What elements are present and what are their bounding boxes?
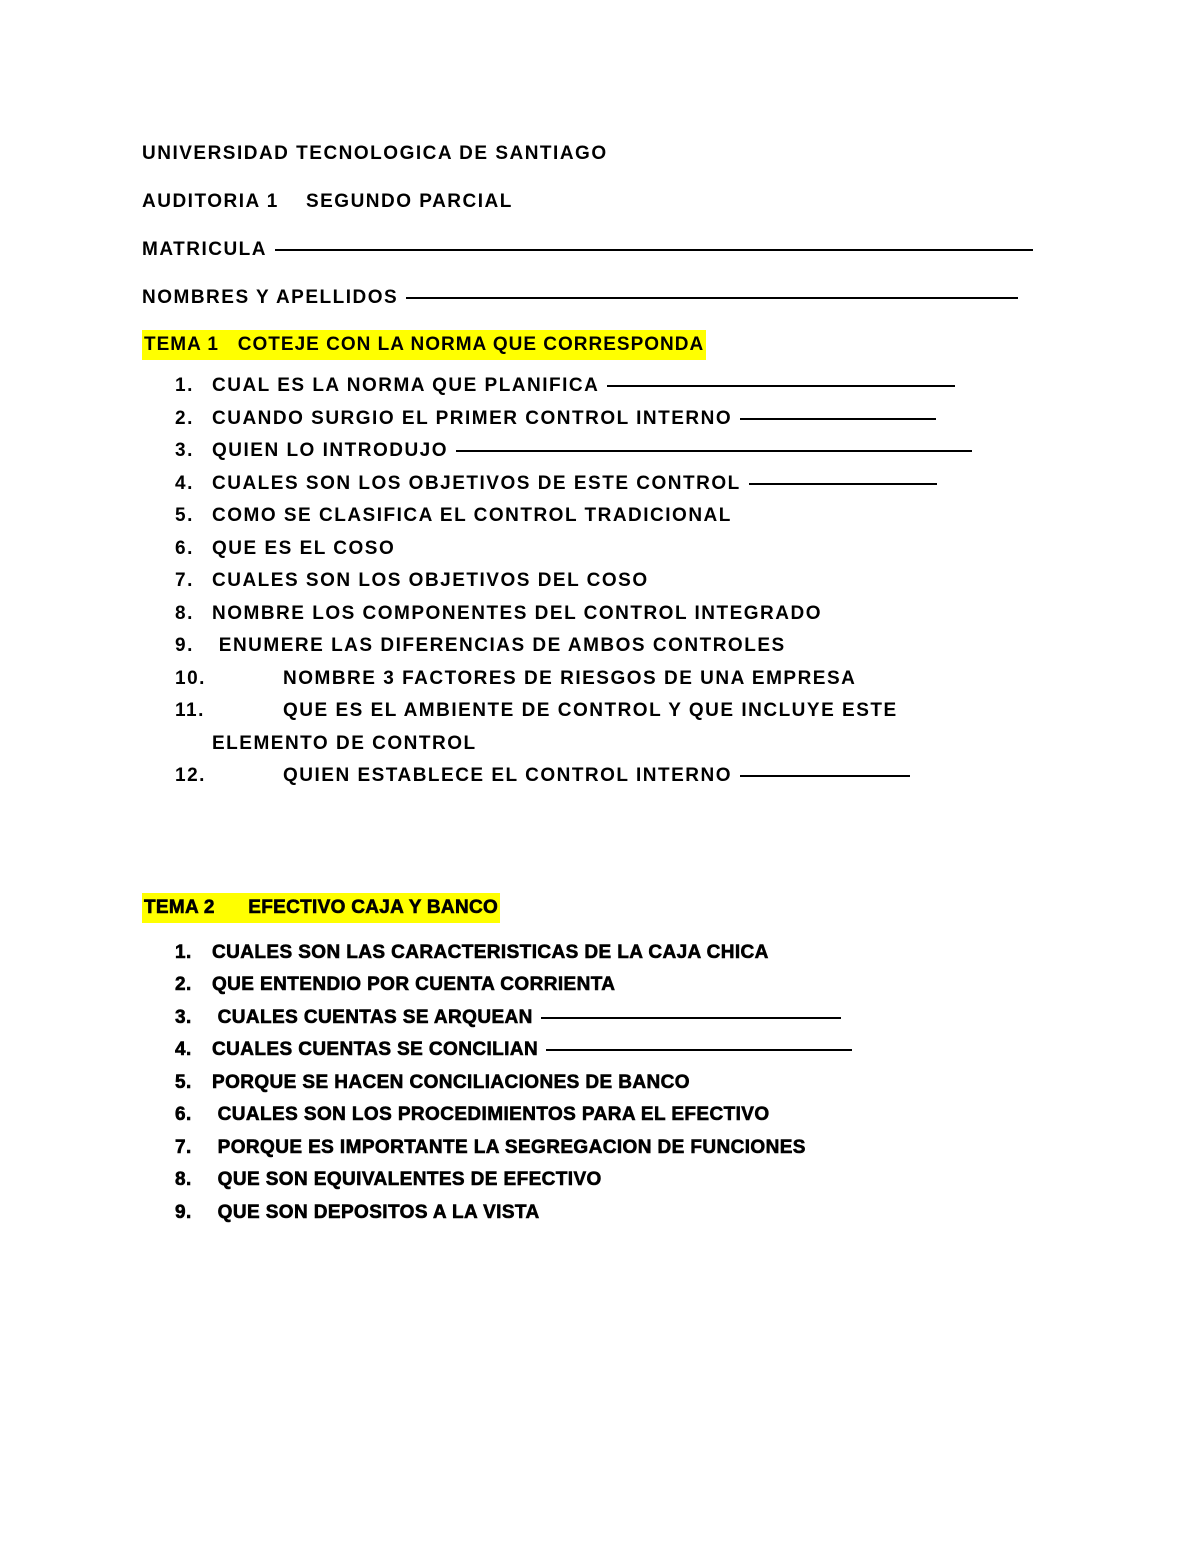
matricula-blank [275,249,1033,251]
course-label: AUDITORIA 1 SEGUNDO PARCIAL [142,191,513,212]
item-text: NOMBRE LOS COMPONENTES DEL CONTROL INTEGRADO [212,602,822,624]
list-item [142,565,1062,598]
item-text: QUE SON DEPOSITOS A LA VISTA [212,1201,540,1223]
list-item [142,403,1062,436]
tema1-question-list [142,370,1062,793]
item-number: 3. [175,1006,192,1028]
item-number: 12. [175,765,206,786]
item-number: 11. [175,700,205,721]
list-item [142,1164,1062,1197]
item-text: NOMBRE 3 FACTORES DE RIESGOS DE UNA EMPRESA [283,667,857,689]
item-text-continuation: ELEMENTO DE CONTROL [212,732,477,754]
item-number: 7. [175,1136,192,1158]
item-text: CUANDO SURGIO EL PRIMER CONTROL INTERNO [212,407,733,429]
list-item [142,695,1062,760]
item-number: 4. [175,1039,192,1060]
list-item [142,1002,1062,1035]
list-item [142,663,1062,696]
tema1-section [142,330,1062,793]
answer-blank [541,1017,841,1019]
item-number: 1. [175,941,192,963]
item-text: QUE ENTENDIO POR CUENTA CORRIENTA [212,974,616,995]
list-item [142,500,1062,533]
item-number: 8. [175,602,194,624]
matricula-line [142,236,1062,264]
list-item [142,1067,1062,1100]
nombres-label: NOMBRES Y APELLIDOS [142,287,399,308]
item-number: 7. [175,570,194,591]
list-item [142,533,1062,566]
tema2-question-list [142,937,1062,1230]
item-text: ENUMERE LAS DIFERENCIAS DE AMBOS CONTROLES [212,635,786,656]
item-number: 3. [175,440,194,461]
item-text: QUIEN ESTABLECE EL CONTROL INTERNO [283,765,732,786]
item-text: QUE SON EQUIVALENTES DE EFECTIVO [212,1169,602,1190]
item-text: COMO SE CLASIFICA EL CONTROL TRADICIONAL [212,505,732,526]
list-item [142,370,1062,403]
course-title [142,188,1062,216]
list-item [142,1099,1062,1132]
item-text: CUALES CUENTAS SE ARQUEAN [212,1006,533,1028]
item-number: 6. [175,1104,192,1125]
item-text: QUIEN LO INTRODUJO [212,440,449,461]
answer-blank [740,418,936,420]
answer-blank [546,1049,852,1051]
list-item [142,435,1062,468]
item-number: 2. [175,974,192,995]
item-number: 4. [175,472,194,494]
list-item [142,1197,1062,1230]
item-text: CUALES SON LOS OBJETIVOS DEL COSO [212,570,649,591]
list-item [142,598,1062,631]
exam-page [142,140,1062,1229]
item-text: CUALES SON LOS PROCEDIMIENTOS PARA EL EFECTIVO [212,1104,770,1125]
answer-blank [607,385,955,387]
answer-blank [749,483,937,485]
item-number: 9. [175,635,194,656]
item-number: 5. [175,505,194,526]
answer-blank [456,450,972,452]
list-item [142,1034,1062,1067]
list-item [142,468,1062,501]
item-number: 9. [175,1201,192,1223]
item-text: PORQUE ES IMPORTANTE LA SEGREGACION DE FUNCIONES [212,1136,806,1158]
matricula-label: MATRICULA [142,239,268,260]
university-name: UNIVERSIDAD TECNOLOGICA DE SANTIAGO [142,143,608,164]
item-number: 10. [175,667,206,689]
list-item [142,630,1062,663]
item-number: 1. [175,375,194,396]
item-number: 8. [175,1169,192,1190]
nombres-line [142,284,1062,312]
item-number: 6. [175,537,194,559]
item-text: CUALES CUENTAS SE CONCILIAN [212,1039,539,1060]
list-item [142,1132,1062,1165]
item-text: CUAL ES LA NORMA QUE PLANIFICA [212,375,600,396]
list-item [142,969,1062,1002]
item-text: CUALES SON LOS OBJETIVOS DE ESTE CONTROL [212,472,741,494]
item-text: CUALES SON LAS CARACTERISTICAS DE LA CAJA CHICA [212,941,769,963]
tema1-title: TEMA 1 COTEJE CON LA NORMA QUE CORRESPONDA [142,330,706,360]
tema2-title: TEMA 2 EFECTIVO CAJA Y BANCO [142,893,500,923]
item-number: 5. [175,1071,192,1093]
tema2-section [142,893,1062,1230]
item-text: PORQUE SE HACEN CONCILIACIONES DE BANCO [212,1071,690,1093]
list-item [142,937,1062,970]
item-text: QUE ES EL COSO [212,537,396,559]
list-item [142,760,1062,793]
nombres-blank [406,297,1018,299]
item-text: QUE ES EL AMBIENTE DE CONTROL Y QUE INCLUYE ESTE [283,700,898,721]
item-number: 2. [175,407,194,429]
answer-blank [740,775,910,777]
